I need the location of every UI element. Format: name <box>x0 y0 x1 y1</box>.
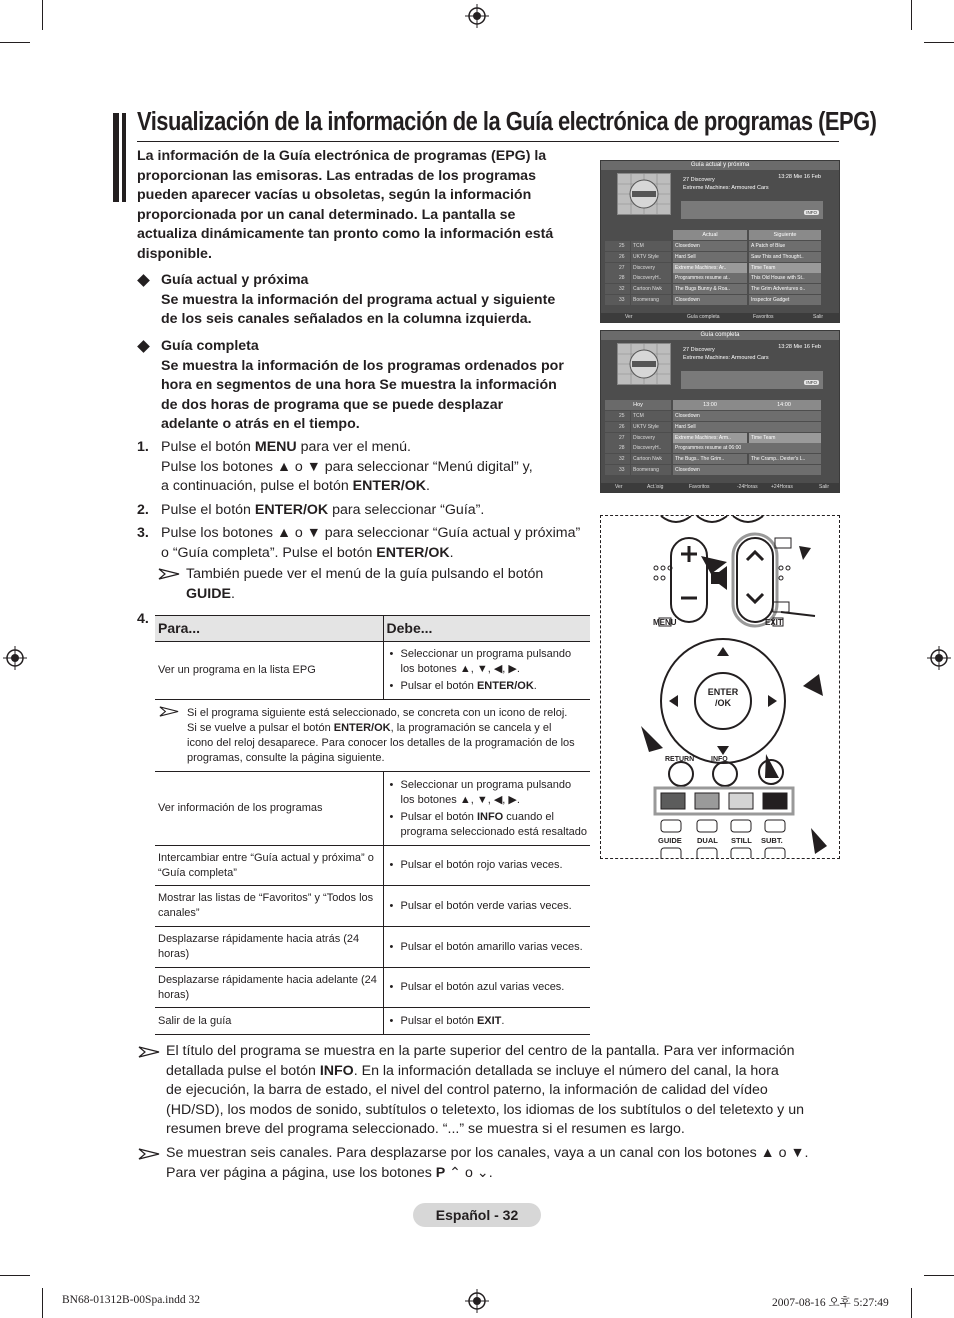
epg-cell: TCM <box>631 411 671 421</box>
epg-cell: 27 <box>605 433 630 443</box>
epg-cell: Extreme Machines: Ar.. <box>673 263 747 273</box>
epg-cell: TCM <box>631 241 671 251</box>
column-today: Hoy <box>605 400 671 410</box>
epg-cell: Closedown <box>673 295 747 305</box>
epg-cell: Closedown <box>673 411 821 421</box>
table-row: Ver un programa en la lista EPG • Seleccionar un programa pulsando los botones ▲, ▼, ◀, ▶. • Pulsar el botón ENTER/OK. <box>155 642 590 700</box>
registration-mark-icon <box>3 646 27 670</box>
screen-footer: Ver Guía completa Favoritos Salir <box>601 313 839 322</box>
action-table <box>155 615 590 1035</box>
epg-cell: The Bugs Bunny & Roa.. <box>673 284 747 294</box>
crop-mark <box>911 1288 912 1318</box>
epg-row[interactable] <box>605 422 821 433</box>
epg-cell: 33 <box>605 295 630 305</box>
epg-row[interactable] <box>605 252 821 263</box>
epg-row[interactable] <box>605 263 821 274</box>
note-arrow-icon <box>159 706 179 717</box>
table-row: Ver información de los programas • Seleccionar un programa pulsando los botones ▲, ▼, ◀, ▶. • Pulsar el botón INFO cuando el programa seleccionado está resaltado <box>155 772 590 846</box>
epg-row[interactable] <box>605 273 821 284</box>
info-box <box>681 201 823 219</box>
epg-cell: 26 <box>605 422 630 432</box>
epg-cell: UKTV Style <box>631 422 671 432</box>
remote-subt-label: SUBT. <box>761 836 783 845</box>
note-arrow-icon <box>158 568 180 580</box>
epg-row[interactable] <box>605 411 821 422</box>
epg-cell: The Grim Adventures o.. <box>749 284 821 294</box>
epg-row[interactable] <box>605 284 821 295</box>
epg-cell: 25 <box>605 241 630 251</box>
epg-cell: 28 <box>605 273 630 283</box>
diamond-bullet-icon <box>137 340 150 353</box>
remote-enter-button[interactable]: ENTER /OK <box>707 687 739 708</box>
table-row: Desplazarse rápidamente hacia atrás (24 horas) • Pulsar el botón amarillo varias veces. <box>155 927 590 968</box>
epg-cell: 32 <box>605 284 630 294</box>
epg-screen-full-guide <box>600 330 840 493</box>
epg-row[interactable] <box>605 443 821 454</box>
current-program: Extreme Machines: Armoured Cars <box>683 355 769 361</box>
diamond-bullet-icon <box>137 274 150 287</box>
remote-return-label: RETURN <box>665 756 695 763</box>
title-decoration <box>113 113 129 202</box>
column-actual: Actual <box>673 230 747 240</box>
epg-cell: Boomerang <box>631 465 671 475</box>
tv-preview-image <box>617 173 671 215</box>
screen-footer: Ver Act.\sig Favoritos -24Horas +24Horas Salir <box>601 483 839 492</box>
remote-still-label: STILL <box>731 836 752 845</box>
epg-cell: A Patch of Blue <box>749 241 821 251</box>
epg-cell: 32 <box>605 454 630 464</box>
epg-row[interactable] <box>605 241 821 252</box>
epg-cell: Cartoon Nwk <box>631 284 671 294</box>
epg-cell: DiscoveryH.. <box>631 273 671 283</box>
epg-cell: 25 <box>605 411 630 421</box>
epg-cell: Closedown <box>673 465 821 475</box>
epg-cell: DiscoveryH.. <box>631 443 671 453</box>
intro-paragraph: La información de la Guía electrónica de programas (EPG) la proporcionan las emisoras. Las entradas de los programas pueden aparecer vacías u obsoletas, según la información proporcionada por un canal determinado. La pantalla se actualiza dinámicamente tan pronto como la información está disponible. <box>137 148 554 262</box>
date-time: 13:28 Mie 16 Feb <box>778 344 821 350</box>
epg-cell: Boomerang <box>631 295 671 305</box>
column-time-1: 13:00 <box>673 400 747 410</box>
crop-mark <box>924 42 954 43</box>
screen-header: Guía completa <box>601 331 839 340</box>
note-arrow-icon <box>138 1046 160 1058</box>
table-row: Desplazarse rápidamente hacia adelante (24 horas) • Pulsar el botón azul varias veces. <box>155 968 590 1008</box>
registration-mark-icon <box>927 646 951 670</box>
remote-exit-label: EXIT <box>765 618 783 627</box>
epg-cell: Hard Sell <box>673 422 821 432</box>
epg-cell: Time Team <box>749 433 821 443</box>
epg-cell: Programmes resume at 06:00 <box>673 443 821 453</box>
remote-info-label: INFO <box>711 756 728 763</box>
epg-row[interactable] <box>605 295 821 306</box>
epg-cell: 26 <box>605 252 630 262</box>
info-box <box>681 371 823 389</box>
epg-cell: Time Team <box>749 263 821 273</box>
table-row: Mostrar las listas de “Favoritos” y “Todos los canales” • Pulsar el botón verde varias veces. <box>155 886 590 927</box>
table-header-para: Para... <box>155 616 383 642</box>
channel-grid <box>605 411 821 476</box>
note-arrow-icon <box>138 1148 160 1160</box>
epg-cell: The Cramp.. Dexter's L.. <box>749 454 821 464</box>
page-number: Español - 32 <box>413 1203 541 1227</box>
crop-mark <box>0 1275 30 1276</box>
step-3: 3. Pulse los botones ▲ o ▼ para seleccionar “Guía actual y próxima” o “Guía completa”. Pulse el botón ENTER/OK. <box>137 525 581 561</box>
table-row: Intercambiar entre “Guía actual y próxima” o “Guía completa” • Pulsar el botón rojo varias veces. <box>155 846 590 886</box>
page-title: Visualización de la información de la Guía electrónica de programas (EPG) <box>137 108 877 136</box>
column-next: Siguiente <box>749 230 821 240</box>
registration-mark-icon <box>465 1289 489 1313</box>
epg-cell: 33 <box>605 465 630 475</box>
epg-row[interactable] <box>605 433 821 444</box>
epg-cell: Extreme Machines: Arm.. <box>673 433 747 443</box>
step-2: 2. Pulse el botón ENTER/OK para seleccionar “Guía”. <box>137 502 485 518</box>
epg-cell: 27 <box>605 263 630 273</box>
title-underline <box>137 141 839 142</box>
note-guide-button: También puede ver el menú de la guía pulsando el botón GUIDE. <box>186 566 544 602</box>
note-six-channels: Se muestran seis canales. Para desplazarse por los canales, vaya a un canal con los botones ▲ o ▼. Para ver página a página, use los botones P ⌃ o ⌄. <box>166 1145 809 1181</box>
registration-mark-icon <box>465 4 489 28</box>
remote-control-illustration <box>600 515 840 859</box>
epg-cell: 28 <box>605 443 630 453</box>
channel-grid <box>605 241 821 306</box>
tv-preview-image <box>617 343 671 385</box>
epg-cell: Saw This and Thought.. <box>749 252 821 262</box>
epg-cell: This Old House with St.. <box>749 273 821 283</box>
step-1: 1. Pulse el botón MENU para ver el menú. Pulse los botones ▲ o ▼ para seleccionar “Menú digital” y, a continuación, pulse el botón ENTER/OK. <box>137 439 533 495</box>
epg-cell: The Bugs.. The Grim.. <box>673 454 747 464</box>
epg-cell: Hard Sell <box>673 252 747 262</box>
remote-menu-label: MENU <box>653 618 677 627</box>
epg-row[interactable] <box>605 454 821 465</box>
current-channel: 27 Discovery <box>683 177 715 183</box>
crop-mark <box>42 0 43 30</box>
crop-mark <box>911 0 912 30</box>
epg-cell: Discovery <box>631 433 671 443</box>
epg-cell: Programmes resume at.. <box>673 273 747 283</box>
current-program: Extreme Machines: Armoured Cars <box>683 185 769 191</box>
crop-mark <box>42 1288 43 1318</box>
current-channel: 27 Discovery <box>683 347 715 353</box>
screen-header: Guía actual y próxima <box>601 161 839 170</box>
info-button: INFO <box>806 210 817 215</box>
bullet-current-next: Guía actual y próxima Se muestra la información del programa actual y siguiente de los seis canales señalados en la columna izquierda. <box>137 271 587 330</box>
table-note-row: Si el programa siguiente está seleccionado, se concreta con un icono de reloj. Si se vuelve a pulsar el botón ENTER/OK, la programación se cancela y el icono del reloj desaparece. Para conocer los detalles de la programación de los programas, consulte la página siguiente. <box>155 700 590 772</box>
epg-cell: UKTV Style <box>631 252 671 262</box>
epg-cell: Cartoon Nwk <box>631 454 671 464</box>
epg-cell: Closedown <box>673 241 747 251</box>
note-program-title: El título del programa se muestra en la parte superior del centro de la pantalla. Para ver información detallada pulse el botón INFO. En la información detallada se incluye el número del canal, la hora de ejecución, la barra de estado, el nivel del control paterno, la información de calidad del vídeo (HD/SD), los modos de sonido, subtítulos o teletexto, los idiomas de los subtítulos o del teletexto y un resumen breve del programa seleccionado. “...” se muestra si el resumen es largo. <box>166 1043 804 1138</box>
date-time: 13:28 Mie 16 Feb <box>778 174 821 180</box>
epg-screen-current-next <box>600 160 840 323</box>
crop-mark <box>0 42 30 43</box>
epg-row[interactable] <box>605 465 821 476</box>
table-row: Salir de la guía • Pulsar el botón EXIT. <box>155 1008 590 1035</box>
crop-mark <box>924 1275 954 1276</box>
epg-cell: Discovery <box>631 263 671 273</box>
remote-guide-label: GUIDE <box>658 836 682 845</box>
slug-file: BN68-01312B-00Spa.indd 32 <box>62 1294 200 1306</box>
bullet-full-guide: Guía completa Se muestra la información de los programas ordenados por hora en segmentos de una hora Se muestra la información de dos horas de programa que se puede desplazar adelante o atrás en el tiempo. <box>137 337 587 435</box>
slug-date: 2007-08-16 오후 5:27:49 <box>772 1297 889 1309</box>
epg-cell: Inspector Gadget <box>749 295 821 305</box>
column-time-2: 14:00 <box>747 400 821 410</box>
remote-dual-label: DUAL <box>697 836 718 845</box>
table-header-debe: Debe... <box>383 616 590 642</box>
info-button: INFO <box>806 380 817 385</box>
